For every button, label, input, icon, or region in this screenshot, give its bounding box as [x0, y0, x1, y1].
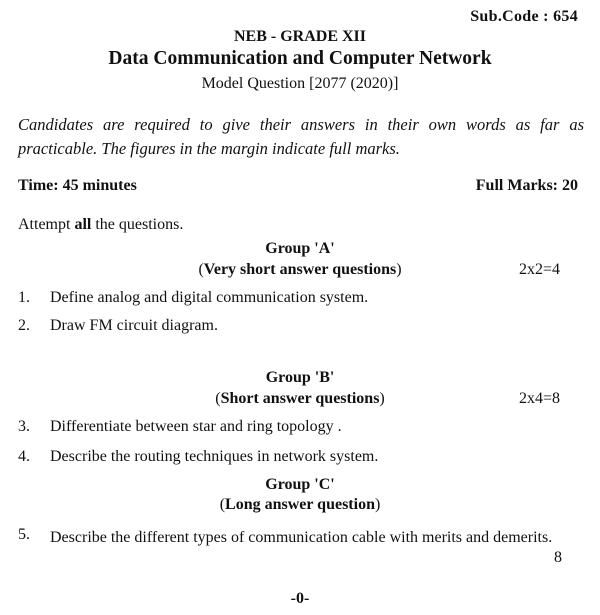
question-text: Differentiate between star and ring topology . — [50, 418, 342, 435]
group-c-marks: 8 — [554, 549, 562, 566]
subject-title: Data Communication and Computer Network — [108, 48, 492, 69]
group-b-marks: 2x4=8 — [518, 390, 560, 407]
subject-code: Sub.Code : 654 — [470, 8, 578, 25]
group-b-subtitle-text: Short answer questions — [220, 390, 380, 407]
full-marks: Full Marks: 20 — [475, 177, 578, 194]
attempt-emphasis: all — [74, 216, 92, 233]
question-text: Describe the different types of communication cable with merits and demerits. — [50, 529, 553, 546]
group-a-subtitle-text: Very short answer questions — [203, 261, 397, 278]
paren-close: ) — [379, 390, 385, 407]
group-a-marks: 2x2=4 — [518, 261, 560, 278]
attempt-suffix: the questions. — [91, 216, 184, 233]
paren-open: ( — [219, 496, 226, 513]
question-number: 4. — [18, 448, 30, 465]
question-text: Define analog and digital communication system. — [50, 289, 369, 306]
instructions-text: Candidates are required to give their answers in their own words as far as practicable. The figures in the margin indicate full marks. — [18, 115, 584, 158]
board-grade-title: NEB - GRADE XII — [233, 28, 366, 45]
model-question-year: Model Question [2077 (2020)] — [201, 75, 399, 92]
paren-close: ) — [396, 261, 402, 278]
question-text: Draw FM circuit diagram. — [50, 317, 218, 334]
paren-open: ( — [198, 261, 204, 278]
group-a-title: Group 'A' — [265, 240, 335, 257]
group-c-title: Group 'C' — [265, 476, 335, 493]
question-number: 3. — [18, 418, 30, 435]
attempt-prefix: Attempt — [18, 216, 75, 233]
group-a-subtitle — [0, 261, 600, 279]
page-number: -0- — [290, 590, 310, 607]
question-number: 2. — [18, 317, 30, 334]
time-allowed: Time: 45 minutes — [18, 177, 137, 194]
group-c-subtitle-text: Long answer question — [225, 496, 375, 513]
attempt-instruction — [18, 216, 183, 234]
group-b-subtitle — [0, 390, 600, 408]
paren-close: ) — [374, 496, 381, 513]
group-b-title: Group 'B' — [265, 369, 335, 386]
group-c-subtitle — [0, 496, 600, 514]
question-text: Describe the routing techniques in network system. — [50, 448, 379, 465]
question-number: 1. — [18, 289, 30, 306]
paren-open: ( — [215, 390, 221, 407]
question-number: 5. — [18, 526, 30, 543]
